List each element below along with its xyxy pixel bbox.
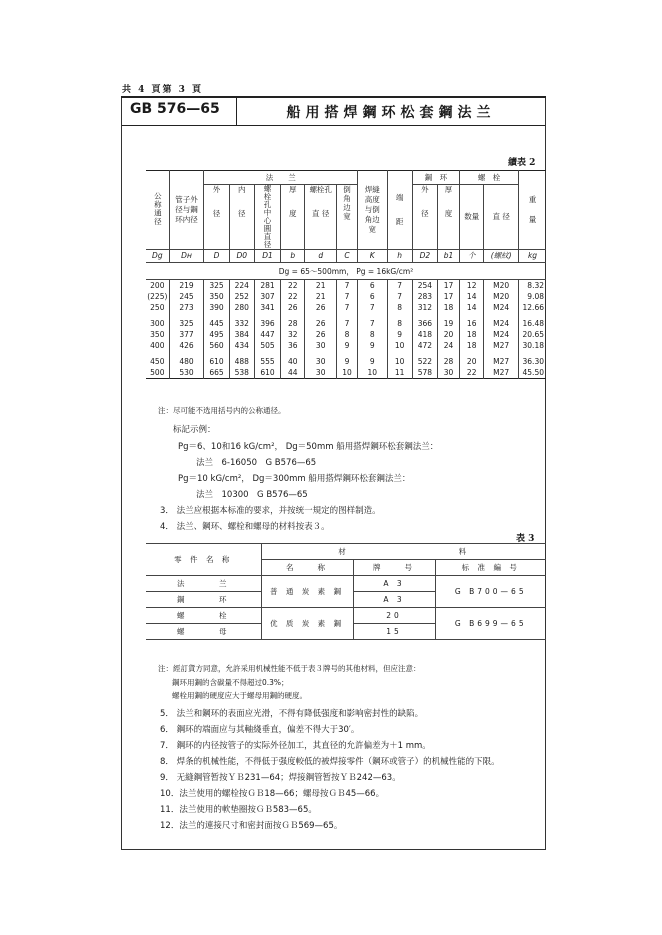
table-cell: 522 bbox=[412, 356, 437, 367]
table-cell: 219 bbox=[169, 280, 204, 292]
table-cell: 400 bbox=[150, 341, 165, 350]
table-header-row bbox=[146, 171, 546, 185]
table-cell: 445 bbox=[204, 318, 229, 329]
table-cell: 366 bbox=[412, 318, 437, 329]
table-cell: 6 bbox=[358, 291, 387, 302]
table-cell: 6 bbox=[358, 280, 387, 292]
table-cell: 396 bbox=[254, 318, 280, 329]
document-title: 船用搭焊鋼环松套鋼法兰 bbox=[286, 105, 496, 121]
table-cell: 10 bbox=[387, 340, 412, 351]
symbol-cell: C bbox=[336, 250, 357, 263]
standard-gb700: G B700—65 bbox=[435, 576, 546, 608]
table-cell: 7 bbox=[336, 291, 357, 302]
col-chamfer: 倒角边宽 bbox=[343, 185, 351, 221]
col-weld-height: 焊縫高度与倒角边宽 bbox=[364, 185, 380, 234]
table-cell: 19 bbox=[438, 318, 460, 329]
table-cell: 325 bbox=[204, 280, 229, 292]
table-cell: 21 bbox=[305, 280, 337, 292]
table-cell: 14 bbox=[460, 291, 484, 302]
symbol-cell: K bbox=[358, 250, 387, 263]
material-table: 零 件 名 称 材 料 名 称 牌 号 标 准 編 号 法 兰 普 通 炭 素 鋼 A 3 G B700—65 鋼 环 A 3 螺 栓 优 质 炭 素 鋼 20 G B699—65 螺 母 15 bbox=[146, 543, 546, 640]
table2-caption: 續表 2 bbox=[508, 158, 536, 168]
col-grade: 牌 号 bbox=[353, 560, 435, 576]
table-cell: 377 bbox=[169, 329, 204, 340]
table-cell: M24 bbox=[484, 329, 519, 340]
table-cell: 36 bbox=[281, 340, 305, 351]
col-ring-group: 鋼 环 bbox=[412, 171, 459, 185]
table-cell: 555 bbox=[254, 356, 280, 367]
table-cell: 665 bbox=[204, 367, 229, 379]
col-ring-thick: 厚 度 bbox=[444, 185, 453, 218]
table-cell: 8 bbox=[336, 329, 357, 340]
grade-bolt: 20 bbox=[353, 608, 435, 624]
table-row bbox=[146, 318, 546, 329]
table-row bbox=[146, 291, 546, 302]
table-cell: 480 bbox=[169, 356, 204, 367]
col-bolt-group: 螺 栓 bbox=[460, 171, 519, 185]
table-cell: 250 bbox=[150, 303, 165, 312]
table-cell: 16.48 bbox=[519, 318, 546, 329]
table-cell: 341 bbox=[254, 302, 280, 313]
table2-note: 注：尽可能不选用括号内的公称通径。 bbox=[158, 406, 286, 415]
table-cell: (225) bbox=[147, 292, 168, 301]
col-inner-dia: 内 径 bbox=[238, 185, 246, 218]
example-line-1: Pg＝6、10和16 kG/cm²， Dg＝50mm 船用搭焊鋼环松套鋼法兰： bbox=[178, 442, 439, 452]
col-flange-group: 法 兰 bbox=[204, 171, 358, 185]
table-cell: 16 bbox=[460, 318, 484, 329]
table-cell: 9 bbox=[358, 340, 387, 351]
item-4: 4． 法兰、鋼环、螺栓和螺母的材料按表３。 bbox=[160, 522, 330, 532]
table3-caption: 表 3 bbox=[516, 534, 535, 544]
item-7: 7． 鋼环的内径按管子的实际外径加工，其直径的允許偏差为＋1 mm。 bbox=[160, 741, 431, 751]
material-quality-steel: 优 质 炭 素 鋼 bbox=[261, 608, 353, 640]
table-cell: 30.18 bbox=[519, 340, 546, 351]
table-cell: 7 bbox=[336, 318, 357, 329]
table-cell: 418 bbox=[412, 329, 437, 340]
table-cell: 610 bbox=[254, 367, 280, 379]
table-cell: 7 bbox=[336, 280, 357, 292]
table3-note-1: 注：經訂貨方同意，允許采用机械性能不低于表３牌号的其他材料，但应注意： bbox=[158, 664, 421, 673]
table-cell: 14 bbox=[460, 302, 484, 313]
table-cell: 252 bbox=[229, 291, 254, 302]
table-cell: 30 bbox=[305, 356, 337, 367]
symbol-row bbox=[146, 250, 546, 263]
table-cell: M20 bbox=[484, 291, 519, 302]
item-3: 3． 法兰应根据本标准的要求，并按统一規定的图样制造。 bbox=[160, 506, 381, 516]
table-cell: 7 bbox=[358, 302, 387, 313]
material-carbon-steel: 普 通 炭 素 鋼 bbox=[261, 576, 353, 608]
item-9: 9． 无縫鋼管暂按ＹＢ231—64；焊接鋼管暂按ＹＢ242—63。 bbox=[160, 773, 401, 783]
part-flange: 法 兰 bbox=[146, 576, 261, 592]
table3-note-3: 螺栓用鋼的硬度应大于螺母用鋼的硬度。 bbox=[172, 691, 307, 700]
table-cell: 40 bbox=[281, 356, 305, 367]
col-bolt-dia: 直 径 bbox=[484, 185, 519, 250]
table-cell: 8 bbox=[358, 329, 387, 340]
symbol-cell: (螺紋) bbox=[484, 250, 519, 263]
grade-nut: 15 bbox=[353, 624, 435, 640]
col-material: 材 bbox=[338, 547, 349, 556]
symbol-cell: D bbox=[204, 250, 229, 263]
table-cell: M24 bbox=[484, 302, 519, 313]
symbol-cell: Dн bbox=[169, 250, 204, 263]
grade-ring: A 3 bbox=[353, 592, 435, 608]
table-cell: 9 bbox=[387, 329, 412, 340]
table-cell: 17 bbox=[438, 291, 460, 302]
table-cell: 9.08 bbox=[519, 291, 546, 302]
table-cell: 26 bbox=[305, 329, 337, 340]
table-cell: 9 bbox=[358, 356, 387, 367]
table-cell: 7 bbox=[387, 291, 412, 302]
table-cell: 18 bbox=[460, 329, 484, 340]
table-cell: M27 bbox=[484, 340, 519, 351]
table-cell: 10 bbox=[358, 367, 387, 379]
table-row bbox=[146, 340, 546, 351]
table-cell: 32 bbox=[281, 329, 305, 340]
table-cell: 224 bbox=[229, 280, 254, 292]
table-cell: 26 bbox=[305, 302, 337, 313]
table-cell: 30 bbox=[305, 340, 337, 351]
item-5: 5． 法兰和鋼环的表面应光滑，不得有降低强度和影响密封性的缺陷。 bbox=[160, 709, 424, 719]
table-cell: 9 bbox=[336, 356, 357, 367]
table-cell: 28 bbox=[281, 318, 305, 329]
table-cell: 30 bbox=[438, 367, 460, 379]
table-row bbox=[146, 356, 546, 367]
table-row bbox=[146, 280, 546, 292]
table-cell: 578 bbox=[412, 367, 437, 379]
col-weight: 重 量 bbox=[528, 195, 537, 224]
table-cell: 384 bbox=[229, 329, 254, 340]
col-nominal: 公称通径 bbox=[153, 191, 163, 226]
table-cell: 9 bbox=[336, 340, 357, 351]
condition-row: Dg = 65～500mm， Pg = 16kG/cm² bbox=[146, 263, 546, 280]
table-cell: 30 bbox=[305, 367, 337, 379]
table-cell: M24 bbox=[484, 318, 519, 329]
table-cell: 20.65 bbox=[519, 329, 546, 340]
item-11: 11．法兰使用的軟垫圈按ＧＢ583—65。 bbox=[160, 805, 317, 815]
table-cell: 254 bbox=[412, 280, 437, 292]
part-nut: 螺 母 bbox=[146, 624, 261, 640]
table-cell: 36.30 bbox=[519, 356, 546, 367]
table-cell: 28 bbox=[438, 356, 460, 367]
table-cell: 24 bbox=[438, 340, 460, 351]
table-cell: 7 bbox=[387, 280, 412, 292]
item-8: 8． 焊条的机械性能，不得低于强度較低的被焊接零件（鋼环或管子）的机械性能的下限。 bbox=[160, 757, 500, 767]
table-cell: 390 bbox=[204, 302, 229, 313]
table-cell: 7 bbox=[358, 318, 387, 329]
col-thickness: 厚 度 bbox=[289, 185, 297, 218]
table-cell: 8 bbox=[387, 302, 412, 313]
standard-number: GB 576—65 bbox=[130, 101, 220, 117]
col-bolt-hole: 螺栓孔 直 径 bbox=[309, 185, 332, 218]
table-row bbox=[146, 302, 546, 313]
table-cell: 8 bbox=[387, 318, 412, 329]
table-cell: 20 bbox=[438, 329, 460, 340]
table-cell: 26 bbox=[305, 318, 337, 329]
col-standard: 标 准 編 号 bbox=[435, 560, 546, 576]
table-cell: 472 bbox=[412, 340, 437, 351]
table-cell: 17 bbox=[438, 280, 460, 292]
col-gap: 端 距 bbox=[395, 193, 404, 226]
table-cell: 307 bbox=[254, 291, 280, 302]
table-cell: 560 bbox=[204, 340, 229, 351]
table-cell: 10 bbox=[336, 367, 357, 379]
table-cell: 488 bbox=[229, 356, 254, 367]
table-row bbox=[146, 329, 546, 340]
table-cell: 10 bbox=[387, 356, 412, 367]
item-12: 12．法兰的連接尺寸和密封面按ＧＢ569—65。 bbox=[160, 821, 343, 831]
symbol-cell: b bbox=[281, 250, 305, 263]
symbol-cell: Dg bbox=[146, 250, 169, 263]
symbol-cell: d bbox=[305, 250, 337, 263]
table-cell: 8.32 bbox=[519, 280, 546, 292]
example-line-4: 法兰 10300 G B576—65 bbox=[196, 490, 308, 500]
table-cell: 200 bbox=[150, 281, 165, 290]
table-cell: 426 bbox=[169, 340, 204, 351]
table-cell: M27 bbox=[484, 367, 519, 379]
table-cell: 350 bbox=[150, 330, 165, 339]
table-cell: 450 bbox=[150, 357, 165, 366]
example-title: 标記示例： bbox=[173, 425, 216, 435]
table-cell: 20 bbox=[460, 356, 484, 367]
grade-flange: A 3 bbox=[353, 576, 435, 592]
table-cell: 7 bbox=[336, 302, 357, 313]
col-part-name: 零 件 名 称 bbox=[146, 544, 261, 576]
table-row bbox=[146, 367, 546, 379]
page-count: 共 4 頁第 3 頁 bbox=[122, 85, 204, 95]
part-bolt: 螺 栓 bbox=[146, 608, 261, 624]
table-cell: M20 bbox=[484, 280, 519, 292]
example-line-2: 法兰 6-16050 G B576—65 bbox=[196, 458, 317, 468]
col-pipe-od: 管子外径与鋼环内径 bbox=[175, 195, 198, 224]
table-cell: 22 bbox=[460, 367, 484, 379]
table-cell: 350 bbox=[204, 291, 229, 302]
table-cell: 434 bbox=[229, 340, 254, 351]
table-cell: 530 bbox=[169, 367, 204, 379]
table-cell: 18 bbox=[438, 302, 460, 313]
table-cell: 325 bbox=[169, 318, 204, 329]
table-cell: 12.66 bbox=[519, 302, 546, 313]
table-cell: 332 bbox=[229, 318, 254, 329]
table-cell: 312 bbox=[412, 302, 437, 313]
col-bolt-circle: 螺栓孔中心圓直径 bbox=[263, 184, 272, 249]
symbol-cell: 个 bbox=[460, 250, 484, 263]
symbol-cell: kg bbox=[519, 250, 546, 263]
table-cell: 538 bbox=[229, 367, 254, 379]
table-cell: 45.50 bbox=[519, 367, 546, 379]
standard-gb699: G B699—65 bbox=[435, 608, 546, 640]
table-cell: 22 bbox=[281, 280, 305, 292]
table-cell: 495 bbox=[204, 329, 229, 340]
table-cell: 505 bbox=[254, 340, 280, 351]
item-10: 10．法兰使用的螺栓按ＧＢ18—66；螺母按ＧＢ45—66。 bbox=[160, 789, 385, 799]
symbol-cell: h bbox=[387, 250, 412, 263]
table-cell: 11 bbox=[387, 367, 412, 379]
col-ring-outer: 外 径 bbox=[421, 185, 429, 218]
example-line-3: Pg＝10 kG/cm²， Dg＝300mm 船用搭焊鋼环松套鋼法兰： bbox=[178, 474, 411, 484]
dimension-table bbox=[146, 170, 546, 379]
table-cell: 21 bbox=[305, 291, 337, 302]
table-cell: 12 bbox=[460, 280, 484, 292]
table-cell: 447 bbox=[254, 329, 280, 340]
col-bolt-qty: 数量 bbox=[460, 185, 484, 250]
symbol-cell: b1 bbox=[438, 250, 460, 263]
symbol-cell: D1 bbox=[254, 250, 280, 263]
table-cell: 26 bbox=[281, 302, 305, 313]
table-cell: 500 bbox=[150, 368, 165, 377]
symbol-cell: D2 bbox=[412, 250, 437, 263]
table-cell: M27 bbox=[484, 356, 519, 367]
col-outer-dia: 外 径 bbox=[212, 185, 221, 218]
item-6: 6． 鋼环的端面应与其軸綫垂直，偏差不得大于30′。 bbox=[160, 725, 360, 735]
part-ring: 鋼 环 bbox=[146, 592, 261, 608]
symbol-cell: D0 bbox=[229, 250, 254, 263]
table-cell: 18 bbox=[460, 340, 484, 351]
table-cell: 273 bbox=[169, 302, 204, 313]
table-cell: 44 bbox=[281, 367, 305, 379]
table-cell: 245 bbox=[169, 291, 204, 302]
table-cell: 281 bbox=[254, 280, 280, 292]
table-cell: 280 bbox=[229, 302, 254, 313]
table3-note-2: 鋼环用鋼的含碳量不得超过0.3%； bbox=[172, 678, 289, 687]
table-cell: 283 bbox=[412, 291, 437, 302]
table-cell: 610 bbox=[204, 356, 229, 367]
table-cell: 300 bbox=[150, 319, 165, 328]
col-material-name: 名 称 bbox=[261, 560, 353, 576]
table-cell: 22 bbox=[281, 291, 305, 302]
